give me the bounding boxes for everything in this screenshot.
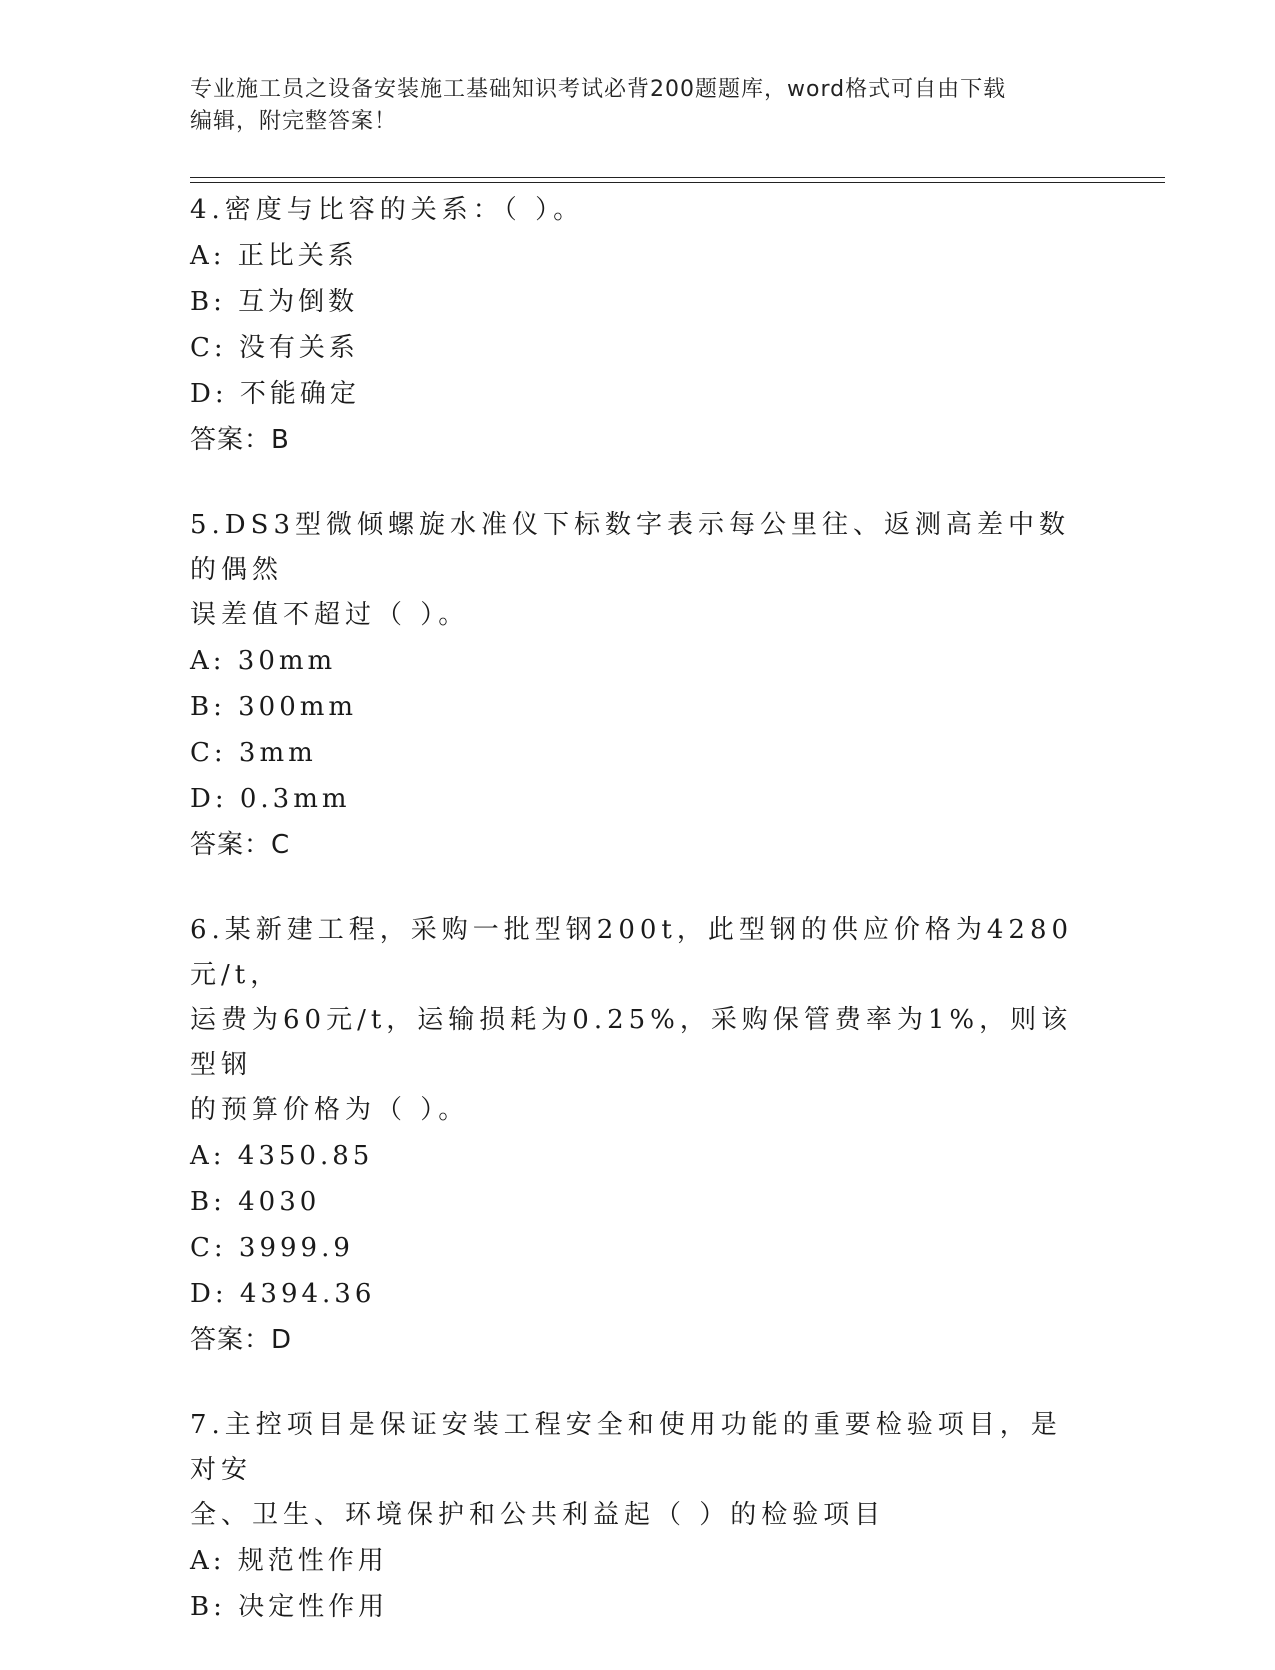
option-a: A: 30mm xyxy=(190,646,337,676)
document-header xyxy=(190,74,1090,138)
question-4 xyxy=(190,188,1090,463)
header-title-line-2: 编辑，附完整答案！ xyxy=(190,109,398,134)
question-stem: 5.DS3型微倾螺旋水准仪下标数字表示每公里往、返测高差中数的偶然 xyxy=(190,510,1071,585)
question-stem: 全、卫生、环境保护和公共利益起（ ）的检验项目 xyxy=(190,1500,886,1530)
question-list xyxy=(190,188,1090,1670)
question-stem: 误差值不超过（ ）。 xyxy=(190,600,470,630)
option-b: B: 决定性作用 xyxy=(190,1592,389,1622)
answer-key: 答案：C xyxy=(190,830,291,860)
question-6 xyxy=(190,908,1090,1363)
question-stem: 6.某新建工程，采购一批型钢200t，此型钢的供应价格为4280元/t， xyxy=(190,915,1074,990)
option-c: C: 3mm xyxy=(190,738,317,768)
option-d: D: 4394.36 xyxy=(190,1279,376,1309)
header-divider-bottom xyxy=(190,182,1165,183)
question-5 xyxy=(190,503,1090,868)
option-c: C: 3999.9 xyxy=(190,1233,354,1263)
question-stem: 4.密度与比容的关系：（ ）。 xyxy=(190,195,585,225)
option-b: B: 4030 xyxy=(190,1187,321,1217)
header-divider-top xyxy=(190,177,1165,178)
option-b: B: 300mm xyxy=(190,692,358,722)
question-stem: 的预算价格为（ ）。 xyxy=(190,1095,470,1125)
option-a: A: 正比关系 xyxy=(190,241,358,271)
answer-key: 答案：D xyxy=(190,1325,293,1355)
question-7 xyxy=(190,1403,1090,1630)
answer-key: 答案：B xyxy=(190,425,290,455)
option-a: A: 4350.85 xyxy=(190,1141,374,1171)
option-d: D: 不能确定 xyxy=(190,379,360,409)
option-c: C: 没有关系 xyxy=(190,333,359,363)
option-b: B: 互为倒数 xyxy=(190,287,359,317)
option-a: A: 规范性作用 xyxy=(190,1546,388,1576)
header-title-line-1: 专业施工员之设备安装施工基础知识考试必背200题题库，word格式可自由下载 xyxy=(190,77,1007,102)
option-d: D: 0.3mm xyxy=(190,784,351,814)
question-stem: 运费为60元/t，运输损耗为0.25%，采购保管费率为1%，则该型钢 xyxy=(190,1005,1073,1080)
question-stem: 7.主控项目是保证安装工程安全和使用功能的重要检验项目，是对安 xyxy=(190,1410,1062,1485)
